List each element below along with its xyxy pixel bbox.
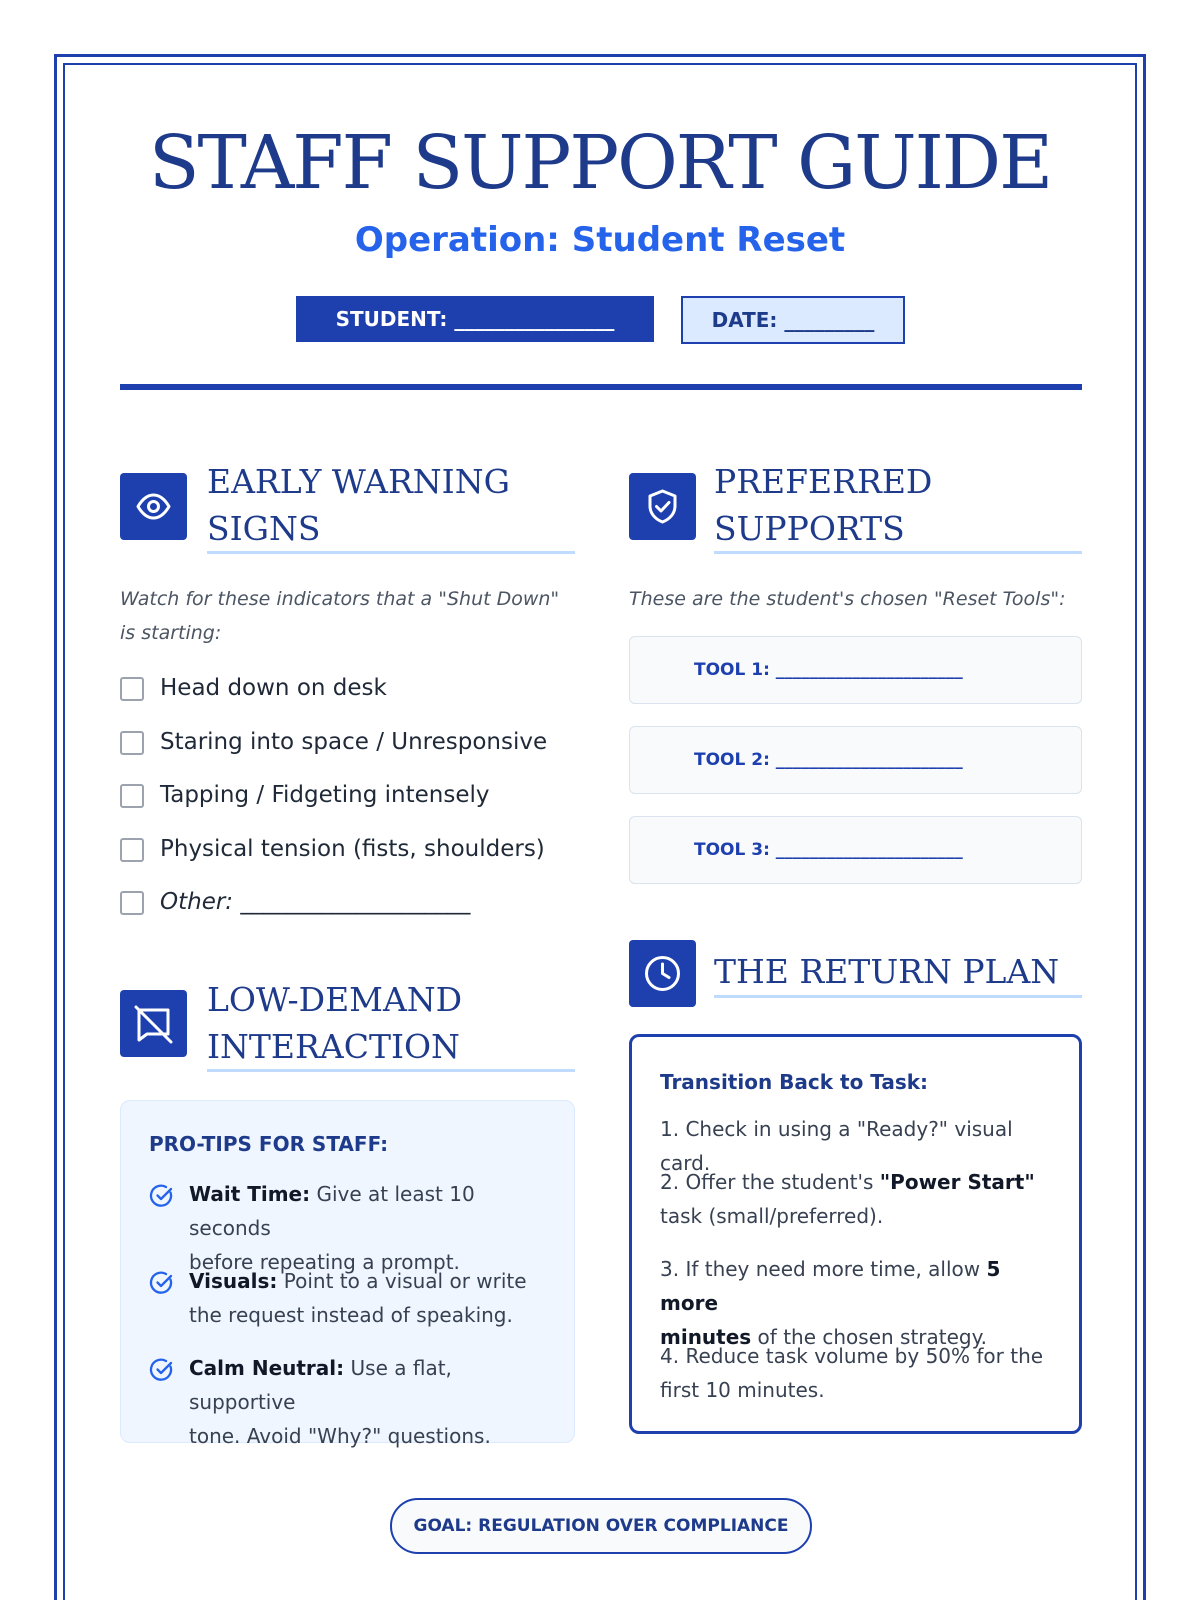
date-field[interactable]: DATE: _________ — [681, 296, 905, 344]
tip-label: Wait Time: — [189, 1182, 311, 1206]
step-text-cont: of the chosen strategy. — [751, 1325, 987, 1349]
checkbox[interactable] — [120, 731, 144, 755]
checkbox[interactable] — [120, 784, 144, 808]
goal-badge: GOAL: REGULATION OVER COMPLIANCE — [390, 1498, 812, 1554]
tool-field-label: TOOL 3: ______________________ — [694, 840, 963, 860]
step-emphasis-cont: minutes — [660, 1325, 752, 1349]
checkbox[interactable] — [120, 838, 144, 862]
page-subtitle: Operation: Student Reset — [354, 220, 846, 260]
return-plan-title: THE RETURN PLAN — [714, 948, 1082, 998]
warning-sign-item[interactable] — [120, 722, 580, 762]
tool-field[interactable] — [629, 726, 1082, 794]
tool-field-label: TOOL 1: ______________________ — [694, 660, 963, 680]
tip-body: Use a flat, supportive — [189, 1356, 452, 1414]
step-emphasis: 5 more — [660, 1257, 1001, 1315]
tip-body-cont: before repeating a prompt. — [189, 1250, 460, 1274]
warning-sign-label: Staring into space / Unresponsive — [160, 729, 548, 755]
warning-sign-item[interactable] — [120, 775, 580, 815]
step-text: 4. Reduce task volume by 50% for the — [660, 1344, 1044, 1368]
low-demand-title — [207, 976, 575, 1072]
warning-sign-label: Tapping / Fidgeting intensely — [160, 782, 490, 808]
tip-body: Point to a visual or write — [277, 1269, 527, 1293]
eye-icon — [120, 473, 187, 540]
check-circle-icon — [149, 1357, 175, 1383]
tool-field[interactable] — [629, 816, 1082, 884]
return-plan-box — [629, 1034, 1082, 1434]
page-title: STAFF SUPPORT GUIDE — [148, 120, 1052, 206]
tip-text — [189, 1264, 559, 1332]
tip-label: Visuals: — [189, 1269, 278, 1293]
header-divider — [120, 384, 1082, 390]
tool-field-label: TOOL 2: ______________________ — [694, 750, 963, 770]
clock-icon — [629, 940, 696, 1007]
warning-sign-item[interactable] — [120, 668, 580, 708]
checkbox[interactable] — [120, 891, 144, 915]
preferred-supports-title-line2: SUPPORTS — [714, 509, 905, 548]
early-warning-title-line2: SIGNS — [207, 509, 321, 548]
early-warning-intro-line2: is starting: — [120, 622, 222, 644]
warning-sign-other-label[interactable]: Other: ____________________ — [160, 889, 471, 915]
warning-sign-item[interactable] — [120, 829, 580, 869]
step-text: 3. If they need more time, allow — [660, 1257, 987, 1281]
shield-check-icon — [629, 473, 696, 540]
pro-tips-heading: PRO-TIPS FOR STAFF: — [149, 1132, 389, 1156]
student-field[interactable]: STUDENT: ________________ — [296, 296, 654, 342]
check-circle-icon — [149, 1270, 175, 1296]
early-warning-intro — [120, 582, 590, 650]
step-text-cont: task (small/preferred). — [660, 1204, 884, 1228]
preferred-supports-title-line1: PREFERRED — [714, 462, 933, 501]
return-step — [660, 1165, 1060, 1233]
checkbox[interactable] — [120, 677, 144, 701]
warning-sign-label: Physical tension (fists, shoulders) — [160, 836, 545, 862]
tip-body-cont: tone. Avoid "Why?" questions. — [189, 1424, 491, 1448]
pro-tips-box — [120, 1100, 575, 1448]
low-demand-title-line1: LOW-DEMAND — [207, 980, 463, 1019]
preferred-supports-intro: These are the student's chosen "Reset Tools": — [629, 588, 1066, 610]
tip-label: Calm Neutral: — [189, 1356, 345, 1380]
return-step: 1. Check in using a "Ready?" visual card. — [660, 1117, 1013, 1175]
return-step — [660, 1339, 1060, 1407]
step-text-cont: first 10 minutes. — [660, 1378, 825, 1402]
warning-sign-item[interactable] — [120, 882, 580, 922]
message-off-icon — [120, 990, 187, 1057]
return-plan-heading: Transition Back to Task: — [660, 1070, 929, 1094]
step-text: 2. Offer the student's — [660, 1170, 880, 1194]
check-circle-icon — [149, 1183, 175, 1209]
tip-body-cont: the request instead of speaking. — [189, 1303, 513, 1327]
early-warning-title — [207, 458, 575, 554]
tip-body: Give at least 10 seconds — [189, 1182, 475, 1240]
step-emphasis: "Power Start" — [879, 1170, 1035, 1194]
low-demand-title-line2: INTERACTION — [207, 1027, 460, 1066]
early-warning-intro-line1: Watch for these indicators that a "Shut Down" — [120, 588, 560, 610]
tip-text — [189, 1351, 559, 1453]
early-warning-title-line1: EARLY WARNING — [207, 462, 510, 501]
tool-field[interactable] — [629, 636, 1082, 704]
preferred-supports-title — [714, 458, 1082, 554]
warning-sign-label: Head down on desk — [160, 675, 387, 701]
